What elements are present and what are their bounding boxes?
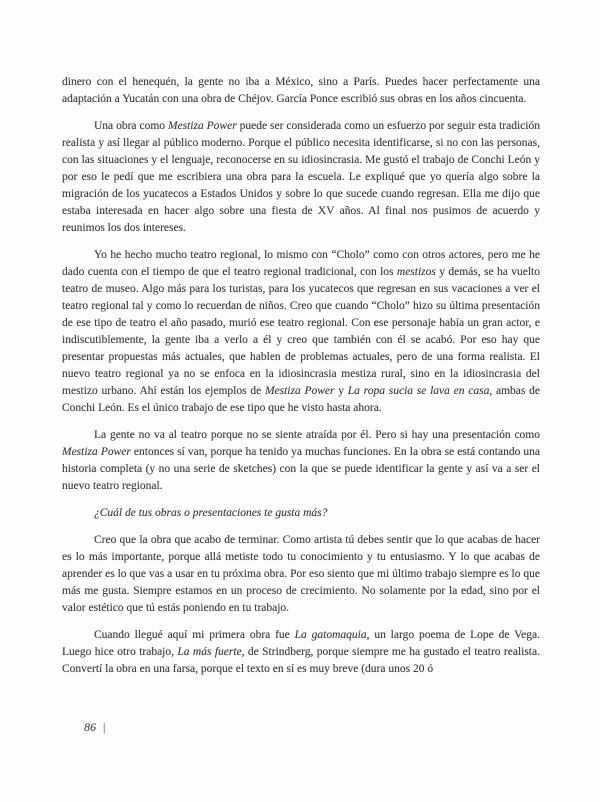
- paragraph-continuation: [62, 74, 540, 108]
- page-text: [62, 74, 540, 688]
- paragraph: [62, 427, 540, 495]
- book-title: La más fuerte,: [177, 646, 245, 658]
- paragraph-text: Cuando llegué aquí mi primera obra fue: [94, 629, 295, 641]
- page-number-value: 86: [84, 720, 96, 734]
- book-title: Mestiza Power: [167, 120, 237, 132]
- paragraph-text: dinero con el henequén, la gente no iba a México, sino a París. Puedes hacer perfectamente una adaptación a Yucatán con una obra de Chéjov. García Ponce escribió sus obras en los años cincuenta.: [62, 76, 540, 105]
- book-title: Mestiza Power: [264, 385, 335, 397]
- paragraph: [62, 118, 540, 237]
- paragraph-text: de Strindberg, porque siempre me ha gustado el teatro realista. Convertí la obra en una farsa, porque el texto en sí es muy breve (dura unos 20 ó: [62, 646, 540, 675]
- paragraph: [62, 627, 540, 678]
- paragraph-text: y: [334, 385, 348, 397]
- page-number: [84, 719, 105, 736]
- paragraph-text: , un largo poema de Lope de Vega. Luego hice otro trabajo,: [62, 629, 540, 658]
- book-title: La ropa sucia se lava en casa: [347, 385, 490, 397]
- paragraph: [62, 532, 540, 617]
- paragraph-text: y demás, se ha vuelto teatro de museo. Algo más para los turistas, para los yucatecos que regresan en sus vacaciones a ver el teatro regional tal y como lo recuerdan de niños. Creo que cuando “Cholo” hizo su última presentación de ese tipo de teatro el año pasado, murió ese teatro regional. Con ese personaje había un gran actor, e indiscutiblemente, la gente iba a verlo a él y creo que también con él se acabó. Por eso hay que presentar propuestas más actuales, que hablen de problemas actuales, pero de una forma realista. El nuevo teatro regional ya no se enfoca en la idiosincrasia mestiza rural, sino en la idiosincrasia del mestizo urbano. Ahí están los ejemplos de: [62, 266, 540, 397]
- paragraph-text: Creo que la obra que acabo de terminar. Como artista tú debes sentir que lo que acabas de hacer es lo más importante, porque allá metiste todo tu conocimiento y tu entusiasmo. Y lo que acabas de aprender es lo que vas a usar en tu próxima obra. Por eso siento que mi último trabajo siempre es lo que más me gusta. Siempre estamos en un proceso de crecimiento. No solamente por la edad, sino por el valor estético que tú estás poniendo en tu trabajo.: [62, 534, 540, 614]
- question-text: ¿Cuál de tus obras o presentaciones te gusta más?: [94, 507, 328, 519]
- interview-question: [62, 505, 540, 522]
- paragraph-text: puede ser considerada como un esfuerzo por seguir esta tradición realista y así llegar al público moderno. Porque el público necesita identificarse, si no con las personas, con las situaciones y el lenguaje, reconocerse en su idiosincrasia. Me gustó el trabajo de Conchi León y por eso le pedí que me escribiera una obra para la escuela. Le expliqué que yo quería algo sobre la migración de los yucatecos a Estados Unidos y sobre lo que sucede cuando regresan. Ella me dijo que estaba interesada en hacer algo sobre una fiesta de XV años. Al final nos pusimos de acuerdo y reunimos los dos intereses.: [62, 120, 540, 234]
- paragraph: [62, 247, 540, 417]
- paragraph-text: Yo he hecho mucho teatro regional, lo mismo con “Cholo” como con otros actores, pero me he dado cuenta con el tiempo de que el teatro regional tradicional, con los: [62, 249, 540, 278]
- paragraph-text: entonces sí van, porque ha tenido ya muchas funciones. En la obra se está contando una historia completa (y no una serie de sketches) con la que se puede identificar la gente y así va a ser el nuevo teatro regional.: [62, 446, 540, 492]
- book-title: Mestiza Power: [62, 446, 131, 458]
- paragraph-text: Una obra como: [94, 120, 168, 132]
- paragraph-text: La gente no va al teatro porque no se siente atraída por él. Pero si hay una presentación como: [94, 429, 540, 441]
- paragraph-text: , ambas de Conchi León. Es el único trabajo de ese tipo que he visto hasta ahora.: [62, 385, 541, 414]
- page-number-separator: |: [103, 720, 106, 734]
- emphasized-word: mestizos: [396, 266, 436, 278]
- book-title: La gatomaquia: [294, 629, 367, 641]
